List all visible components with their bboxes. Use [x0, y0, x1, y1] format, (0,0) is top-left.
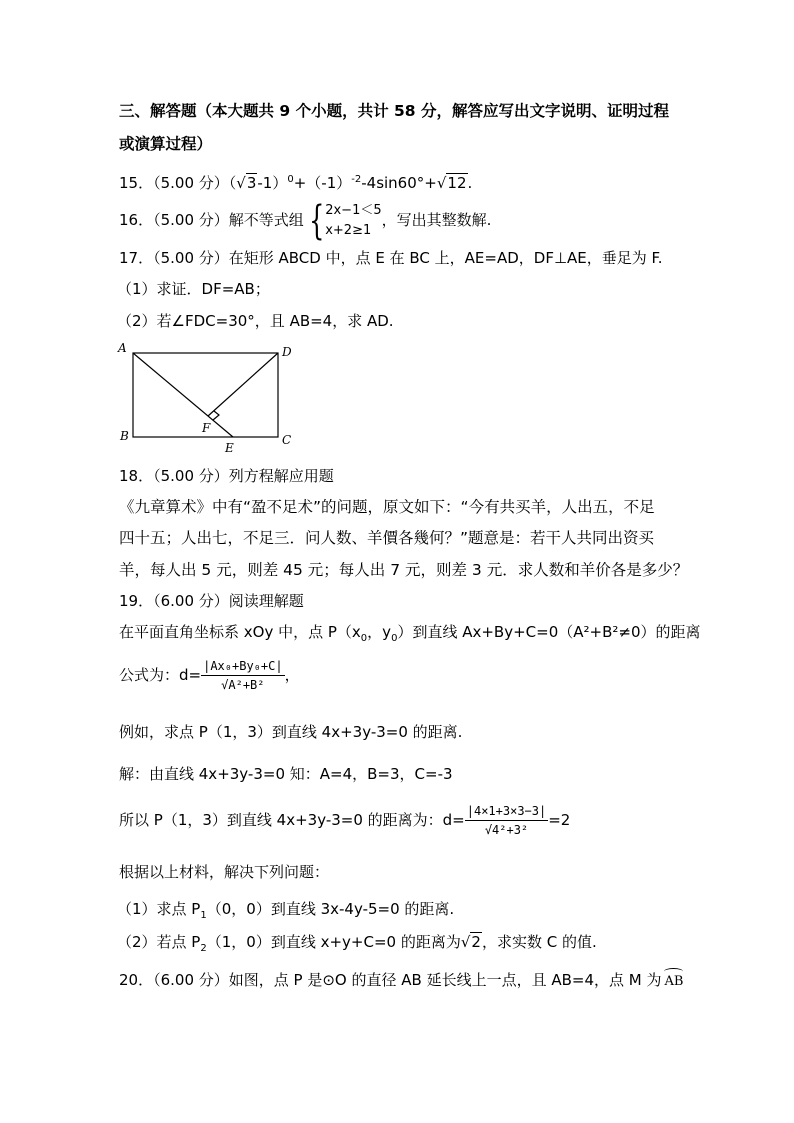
q19-part2-sub: 2 [200, 943, 207, 954]
q15-sup0: 0 [287, 174, 294, 185]
question-18-stem: 18．（5.00 分）列方程解应用题 [119, 467, 334, 485]
result-formula [465, 802, 548, 839]
inequality-2: x+2≥1 [325, 222, 372, 238]
inequality-1: 2x−1＜5 [325, 202, 382, 218]
q15-prefix: 15．（5.00 分）（ [119, 174, 237, 192]
segment-ae [133, 353, 233, 437]
question-16 [119, 198, 491, 242]
formula-denominator: √A²+B² [221, 678, 265, 692]
label-e: E [225, 441, 234, 455]
question-19-intro [119, 622, 701, 649]
segment-df [208, 353, 278, 416]
q19-part1-a: （1）求点 P [117, 900, 201, 918]
q16-prefix: 16．（5.00 分）解不等式组 [119, 211, 304, 229]
question-19-result [119, 797, 570, 843]
q19-intro-a: 在平面直角坐标系 xOy 中，点 P（x [119, 623, 361, 641]
q19-intro-c: ）到直线 Ax+By+C=0（A²+B²≠0）的距离 [397, 623, 701, 641]
question-19-stem: 19．（6.00 分）阅读理解题 [119, 592, 304, 610]
distance-formula [201, 657, 284, 694]
q19-part2-rad: 2 [471, 933, 481, 951]
question-18-text2: 四十五；人出七，不足三．问人数、羊價各幾何？”题意是：若干人共同出资买 [119, 529, 655, 547]
label-b: B [120, 429, 129, 443]
question-18-text3: 羊，每人出 5 元，则差 45 元；每人出 7 元，则差 3 元．求人数和羊价各是多少？ [119, 561, 689, 579]
q19-part1-b: （0，0）到直线 3x-4y-5=0 的距离. [206, 900, 455, 918]
q15-mid1: -1） [257, 174, 288, 192]
question-19-formula [119, 652, 300, 698]
q19-part2-b: （1，0）到直线 x+y+C=0 的距离为 [206, 933, 461, 951]
section-title-line1: 三、解答题（本大题共 9 个小题，共计 58 分，解答应写出文字说明、证明过程 [119, 102, 669, 120]
question-20 [119, 970, 683, 992]
question-17-part2: （2）若∠FDC=30°，且 AB=4，求 AD. [117, 312, 394, 330]
q16-suffix: ，写出其整数解. [381, 211, 492, 229]
label-d: D [282, 345, 292, 359]
right-angle-mark [213, 411, 219, 420]
result-suffix: =2 [548, 811, 571, 829]
label-a: A [118, 341, 127, 355]
q15-rad2: 12 [447, 174, 467, 192]
sqrt-3: √3 [236, 174, 257, 192]
inequality-system [325, 201, 381, 241]
result-numerator: |4×1+3×3−3| [465, 802, 548, 821]
q19-sub0-x: 0 [360, 633, 368, 644]
question-19-part1 [117, 899, 454, 926]
q19-part1-sub: 1 [200, 910, 207, 921]
q19-intro-b: ，y [367, 623, 392, 641]
result-prefix: 所以 P（1，3）到直线 4x+3y-3=0 的距离为：d= [119, 811, 465, 829]
q15-rad1: 3 [246, 174, 257, 192]
rectangle-figure [112, 338, 302, 458]
arc-ab: AB [664, 972, 683, 992]
label-f: F [202, 421, 211, 435]
formula-suffix: ， [284, 666, 300, 684]
q15-mid3: -4sin60°+ [361, 174, 437, 192]
brace-symbol: { [308, 197, 325, 244]
label-c: C [282, 433, 292, 447]
question-15 [119, 170, 472, 193]
formula-numerator: |Ax₀+By₀+C| [201, 657, 284, 676]
q19-sub0-y: 0 [391, 633, 398, 644]
q15-mid2: +（-1） [293, 174, 352, 192]
question-19-solution: 解：由直线 4x+3y-3=0 知：A=4，B=3，C=-3 [119, 765, 453, 783]
sqrt-2: √2 [460, 933, 481, 951]
q20-text: 20．（6.00 分）如图，点 P 是⊙O 的直径 AB 延长线上一点，且 AB=4，点 M 为 [119, 971, 662, 989]
formula-prefix: 公式为：d= [119, 666, 202, 684]
result-denominator: √4²+3² [484, 823, 529, 837]
question-17-part1: （1）求证．DF=AB； [117, 280, 270, 298]
q19-part2-a: （2）若点 P [117, 933, 201, 951]
q15-end: . [467, 174, 473, 192]
q15-supm2: -2 [351, 174, 362, 185]
question-19-instruction: 根据以上材料，解决下列问题： [119, 863, 330, 881]
q19-part2-c: ，求实数 C 的值. [481, 933, 597, 951]
sqrt-12: √12 [436, 174, 467, 192]
question-19-part2 [117, 932, 597, 959]
question-18-text1: 《九章算术》中有“盈不足术”的问题，原文如下：“今有共买羊，人出五，不足 [119, 498, 655, 516]
question-17-stem: 17．（5.00 分）在矩形 ABCD 中，点 E 在 BC 上，AE=AD，DF⊥AE，垂足为 F. [119, 249, 663, 267]
question-19-example: 例如，求点 P（1，3）到直线 4x+3y-3=0 的距离. [119, 723, 463, 741]
section-title-line2: 或演算过程） [119, 135, 213, 153]
